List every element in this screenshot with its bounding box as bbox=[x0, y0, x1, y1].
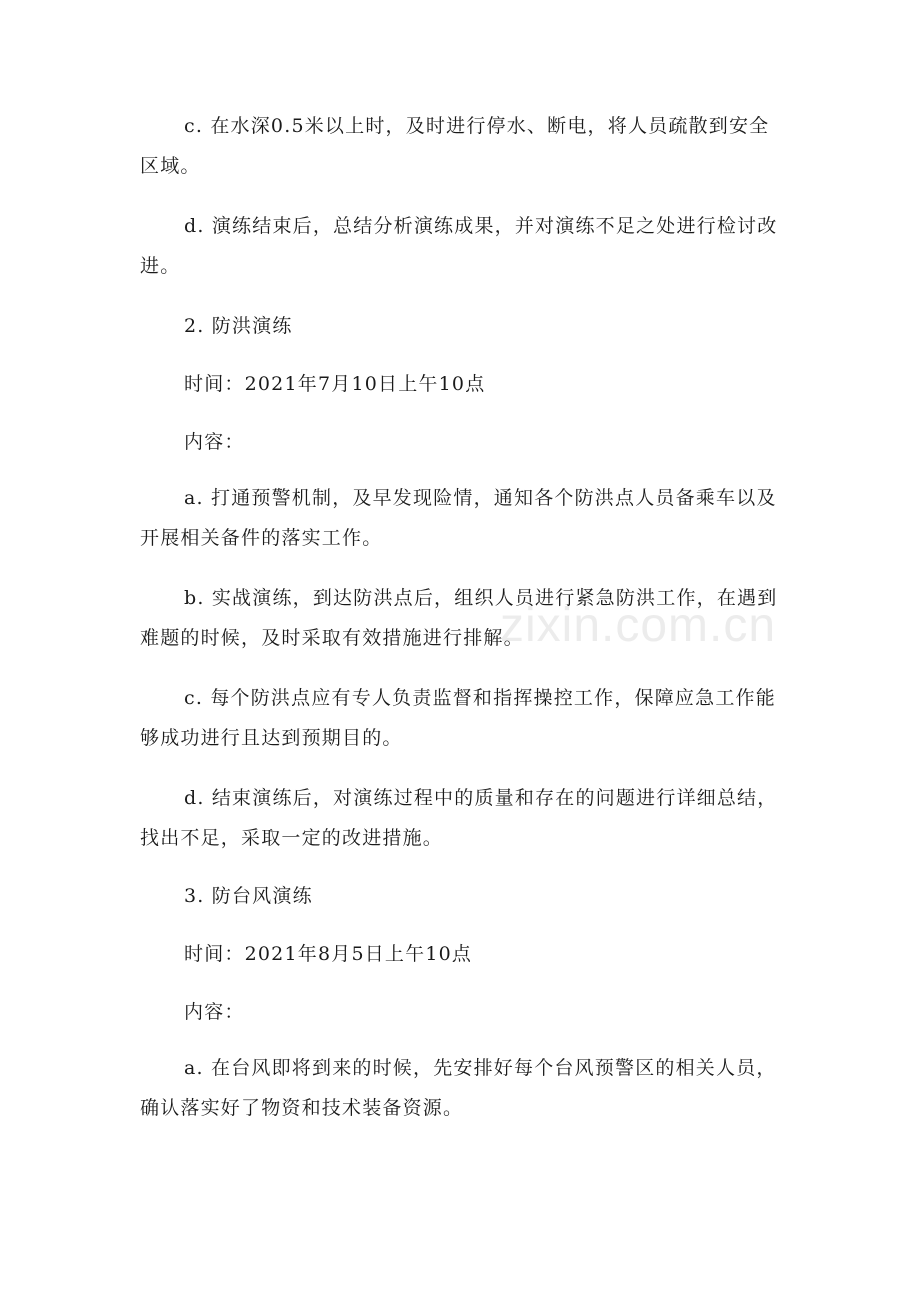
section-heading-typhoon-drill: 3. 防台风演练 bbox=[184, 885, 313, 907]
flood-drill-item-d: d. 结束演练后，对演练过程中的质量和存在的问题进行详细总结，找出不足，采取一定的改进措施。 bbox=[140, 787, 778, 849]
paragraph-c-water-depth: c. 在水深0.5米以上时，及时进行停水、断电，将人员疏散到安全区域。 bbox=[140, 115, 770, 177]
typhoon-drill-item-a: a. 在台风即将到来的时候，先安排好每个台风预警区的相关人员，确认落实好了物资和技术装备资源。 bbox=[140, 1057, 777, 1119]
flood-drill-item-a: a. 打通预警机制，及早发现险情，通知各个防洪点人员备乘车以及开展相关备件的落实工作。 bbox=[140, 487, 777, 549]
flood-drill-item-b: b. 实战演练，到达防洪点后，组织人员进行紧急防洪工作，在遇到难题的时候，及时采取有效措施进行排解。 bbox=[140, 587, 778, 649]
section-heading-flood-drill: 2. 防洪演练 bbox=[184, 315, 293, 337]
flood-drill-time: 时间：2021年7月10日上午10点 bbox=[184, 373, 486, 395]
typhoon-drill-time: 时间：2021年8月5日上午10点 bbox=[184, 943, 473, 965]
watermark-text: zixin.com.cn bbox=[500, 599, 777, 652]
paragraph-d-summary: d. 演练结束后，总结分析演练成果，并对演练不足之处进行检讨改进。 bbox=[140, 215, 778, 277]
typhoon-drill-content-label: 内容： bbox=[184, 1001, 245, 1023]
flood-drill-item-c: c. 每个防洪点应有专人负责监督和指挥操控工作，保障应急工作能够成功进行且达到预期目的。 bbox=[140, 687, 776, 749]
flood-drill-content-label: 内容： bbox=[184, 431, 245, 453]
